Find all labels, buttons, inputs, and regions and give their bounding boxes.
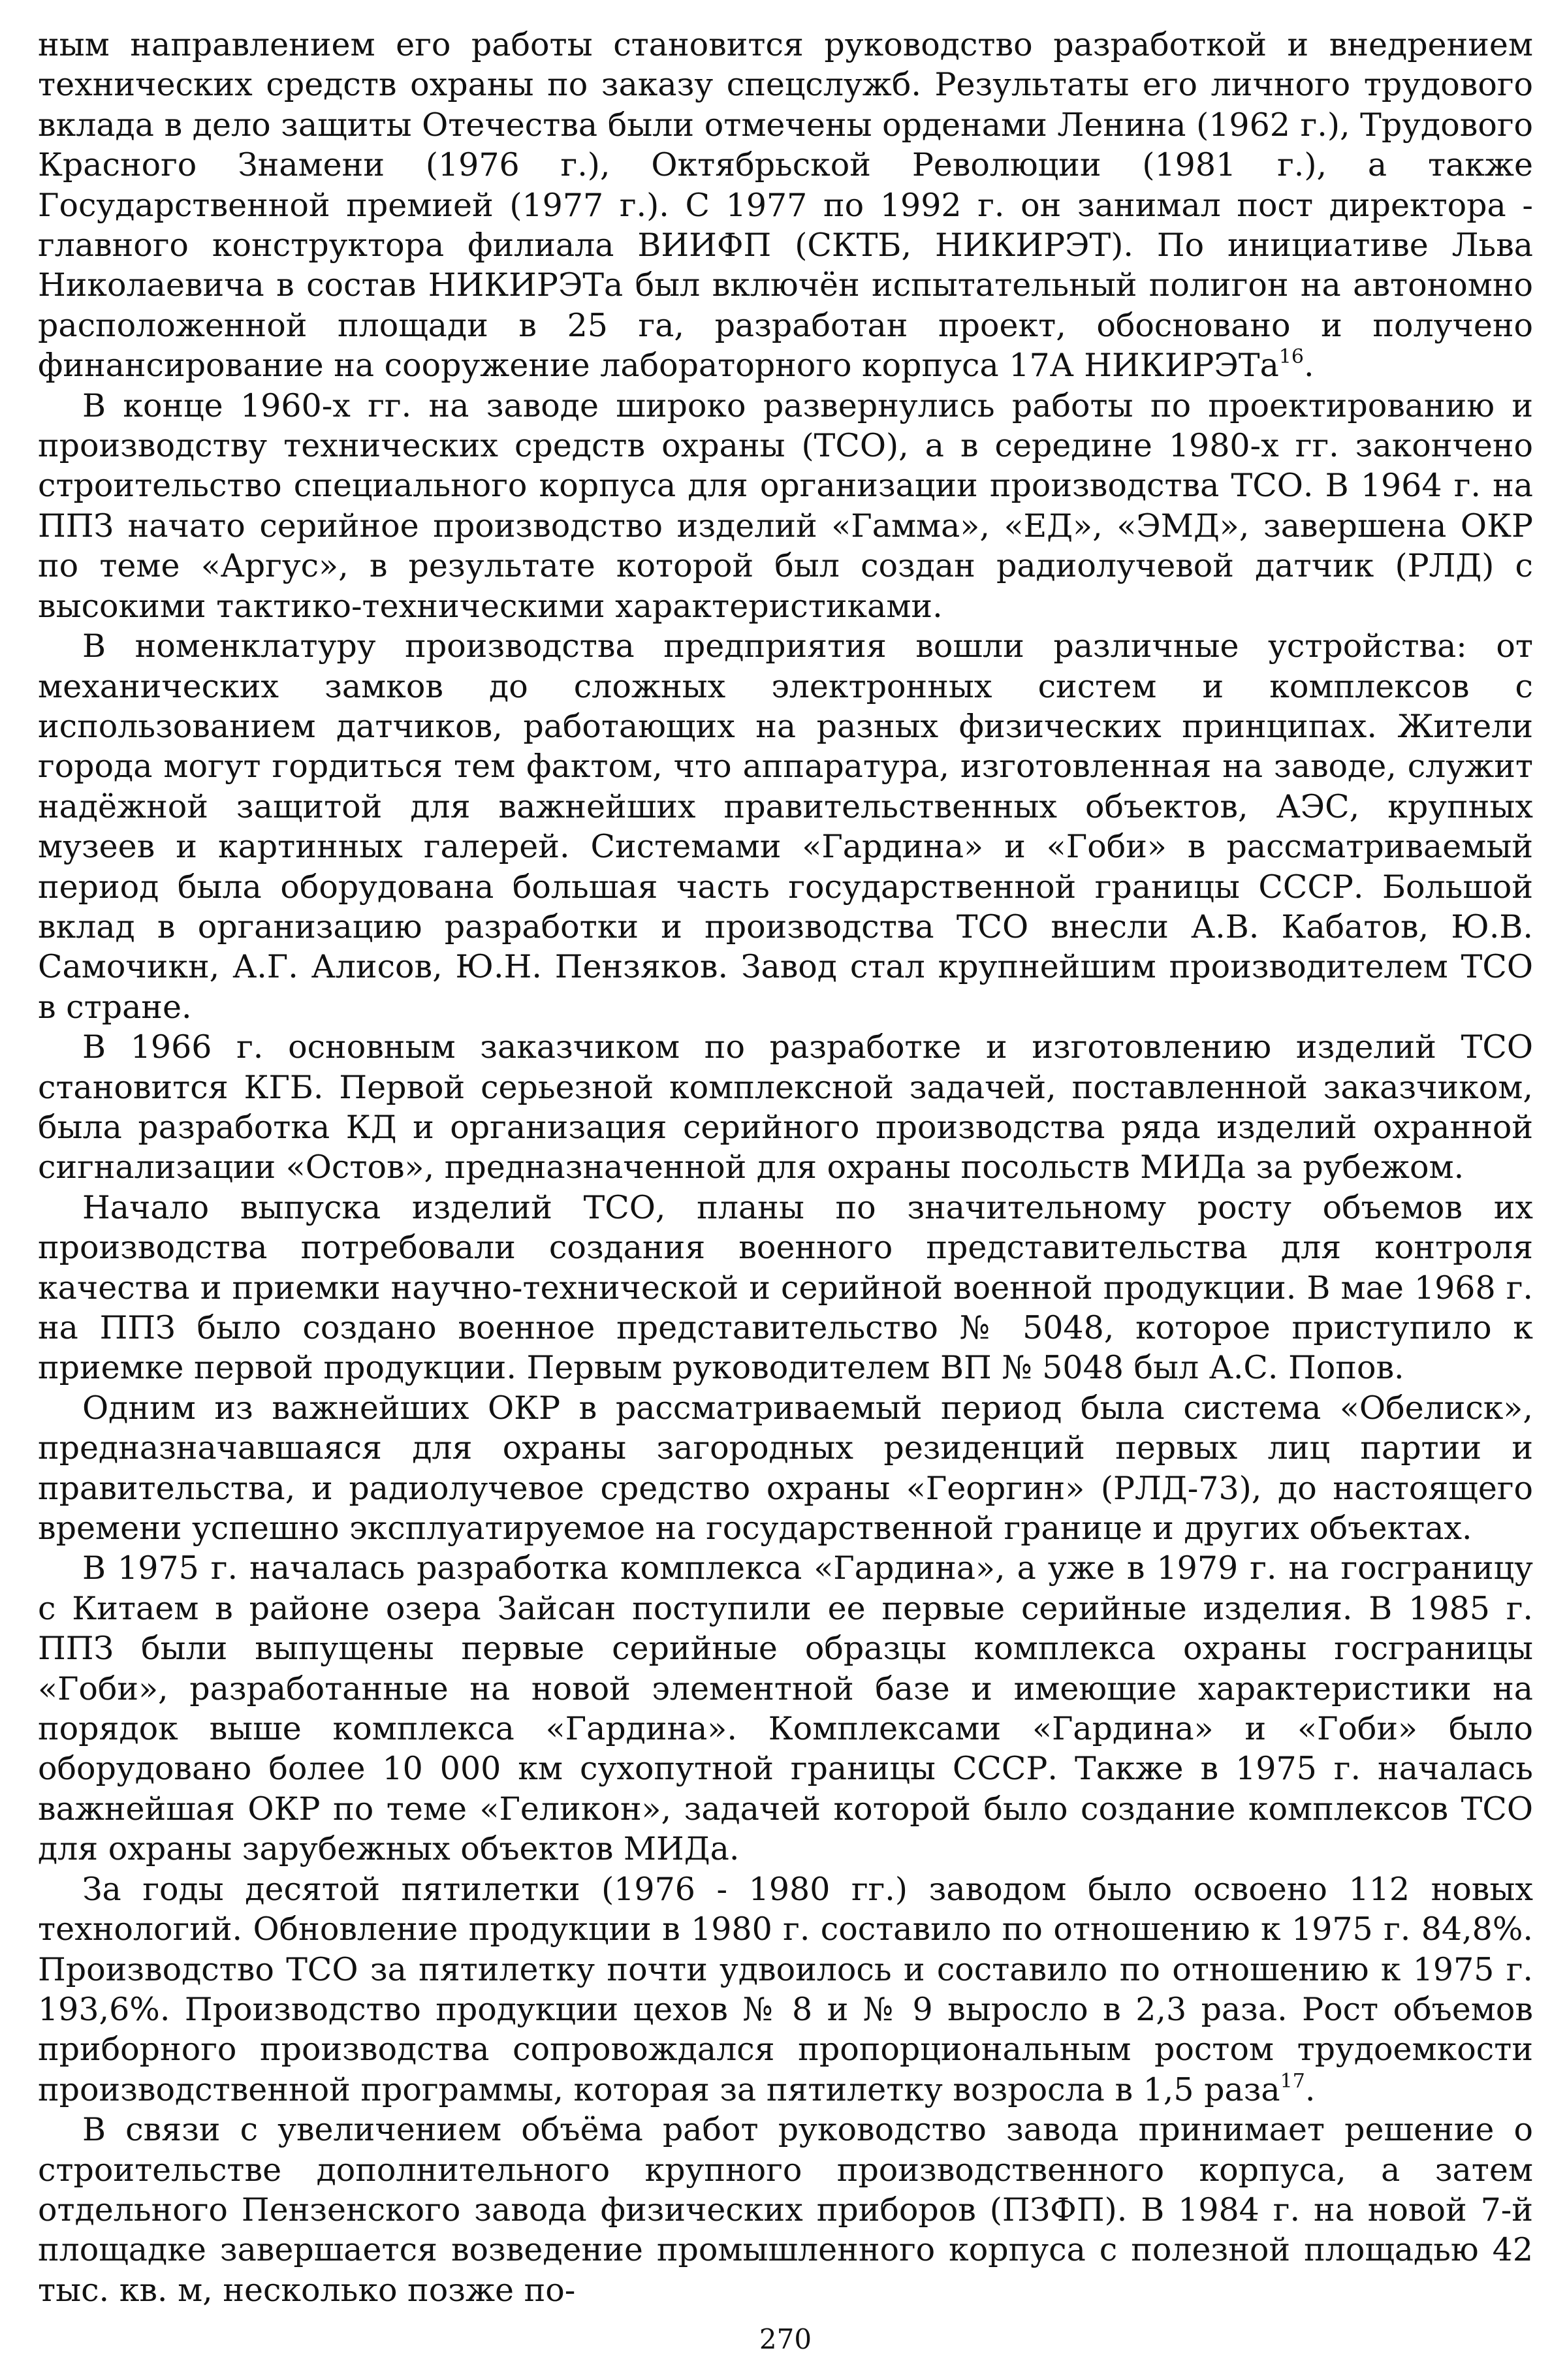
page-number: 270 <box>759 2323 812 2355</box>
paragraph: Одним из важнейших ОКР в рассматриваемый период была система «Обелиск», предназначавшаяся для охраны загородных резиденций первых лиц партии и правительства, и радиолучевое средство охраны «Георгин» (РЛД-73), до настоящего времени успешно эксплуатируемое на государственной границе и других объектах. <box>38 1389 1533 1547</box>
paragraph: Начало выпуска изделий ТСО, планы по значительному росту объемов их производства потребовали создания военного представительства для контроля качества и приемки научно-технической и серийной военной продукции. В мае 1968 г. на ППЗ было создано военное представительство № 5048, которое приступило к приемке первой продукции. Первым руководителем ВП № 5048 был А.С. Попов. <box>38 1188 1533 1387</box>
paragraph: В номенклатуру производства предприятия вошли различные устройства: от механических замков до сложных электронных систем и комплексов с использованием датчиков, работающих на разных физических принципах. Жители города могут гордиться тем фактом, что аппаратура, изготовленная на заводе, служит надёжной защитой для важнейших правительственных объектов, АЭС, крупных музеев и картинных галерей. Системами «Гардина» и «Гоби» в рассматриваемый период была оборудована большая часть государственной границы СССР. Большой вклад в организацию разработки и производства ТСО внесли А.В. Кабатов, Ю.В. Самочикн, А.Г. Алисов, Ю.Н. Пензяков. Завод стал крупнейшим производителем ТСО в стране. <box>38 627 1533 1026</box>
paragraph: В конце 1960-х гг. на заводе широко развернулись работы по проектированию и производству технических средств охраны (ТСО), а в середине 1980-х гг. закончено строительство специального корпуса для организации производства ТСО. В 1964 г. на ППЗ начато серийное производство изделий «Гамма», «ЕД», «ЭМД», завершена ОКР по теме «Аргус», в результате которой был создан радиолучевой датчик (РЛД) с высокими тактико-техническими характеристиками. <box>38 387 1533 625</box>
body-text <box>38 25 1533 2310</box>
footnote-ref[interactable]: 17 <box>1280 2069 1305 2093</box>
paragraph: За годы десятой пятилетки (1976 - 1980 гг.) заводом было освоено 112 новых технологий. Обновление продукции в 1980 г. составило по отношению к 1975 г. 84,8%. Производство ТСО за пятилетку почти удвоилось и составило по отношению к 1975 г. 193,6%. Производство продукции цехов № 8 и № 9 выросло в 2,3 раза. Рост объемов приборного производства сопровождался пропорциональным ростом трудоемкости производственной программы, которая за пятилетку возросла в 1,5 раза$^{17}$. <box>38 1870 1533 2108</box>
paragraph: ным направлением его работы становится руководство разработкой и внедрением технических средств охраны по заказу спецслужб. Результаты его личного трудового вклада в дело защиты Отечества были отмечены орденами Ленина (1962 г.), Трудового Красного Знамени (1976 г.), Октябрьской Революции (1981 г.), а также Государственной премией (1977 г.). С 1977 по 1992 г. он занимал пост директора - главного конструктора филиала ВИИФП (СКТБ, НИКИРЭТ). По инициативе Льва Николаевича в состав НИКИРЭТа был включён испытательный полигон на автономно расположенной площади в 25 га, разработан проект, обосновано и получено финансирование на сооружение лабораторного корпуса 17А НИКИРЭТа$^{16}$. <box>38 26 1533 385</box>
paragraph: В 1966 г. основным заказчиком по разработке и изготовлению изделий ТСО становится КГБ. Первой серьезной комплексной задачей, поставленной заказчиком, была разработка КД и организация серийного производства ряда изделий охранной сигнализации «Остов», предназначенной для охраны посольств МИДа за рубежом. <box>38 1028 1533 1186</box>
paragraph: В 1975 г. началась разработка комплекса «Гардина», а уже в 1979 г. на госграницу с Китаем в районе озера Зайсан поступили ее первые серийные изделия. В 1985 г. ППЗ были выпущены первые серийные образцы комплекса охраны госграницы «Гоби», разработанные на новой элементной базе и имеющие характеристики на порядок выше комплекса «Гардина». Комплексами «Гардина» и «Гоби» было оборудовано более 10 000 км сухопутной границы СССР. Также в 1975 г. началась важнейшая ОКР по теме «Геликон», задачей которой было создание комплексов ТСО для охраны зарубежных объектов МИДа. <box>38 1549 1533 1868</box>
document-page <box>38 25 1533 2355</box>
footnote-ref[interactable]: 16 <box>1278 345 1304 369</box>
paragraph: В связи с увеличением объёма работ руководство завода принимает решение о строительстве дополнительного крупного производственного корпуса, а затем отдельного Пензенского завода физических приборов (ПЗФП). В 1984 г. на новой 7-й площадке завершается возведение промышленного корпуса с полезной площадью 42 тыс. кв. м, несколько позже по- <box>38 2111 1533 2309</box>
